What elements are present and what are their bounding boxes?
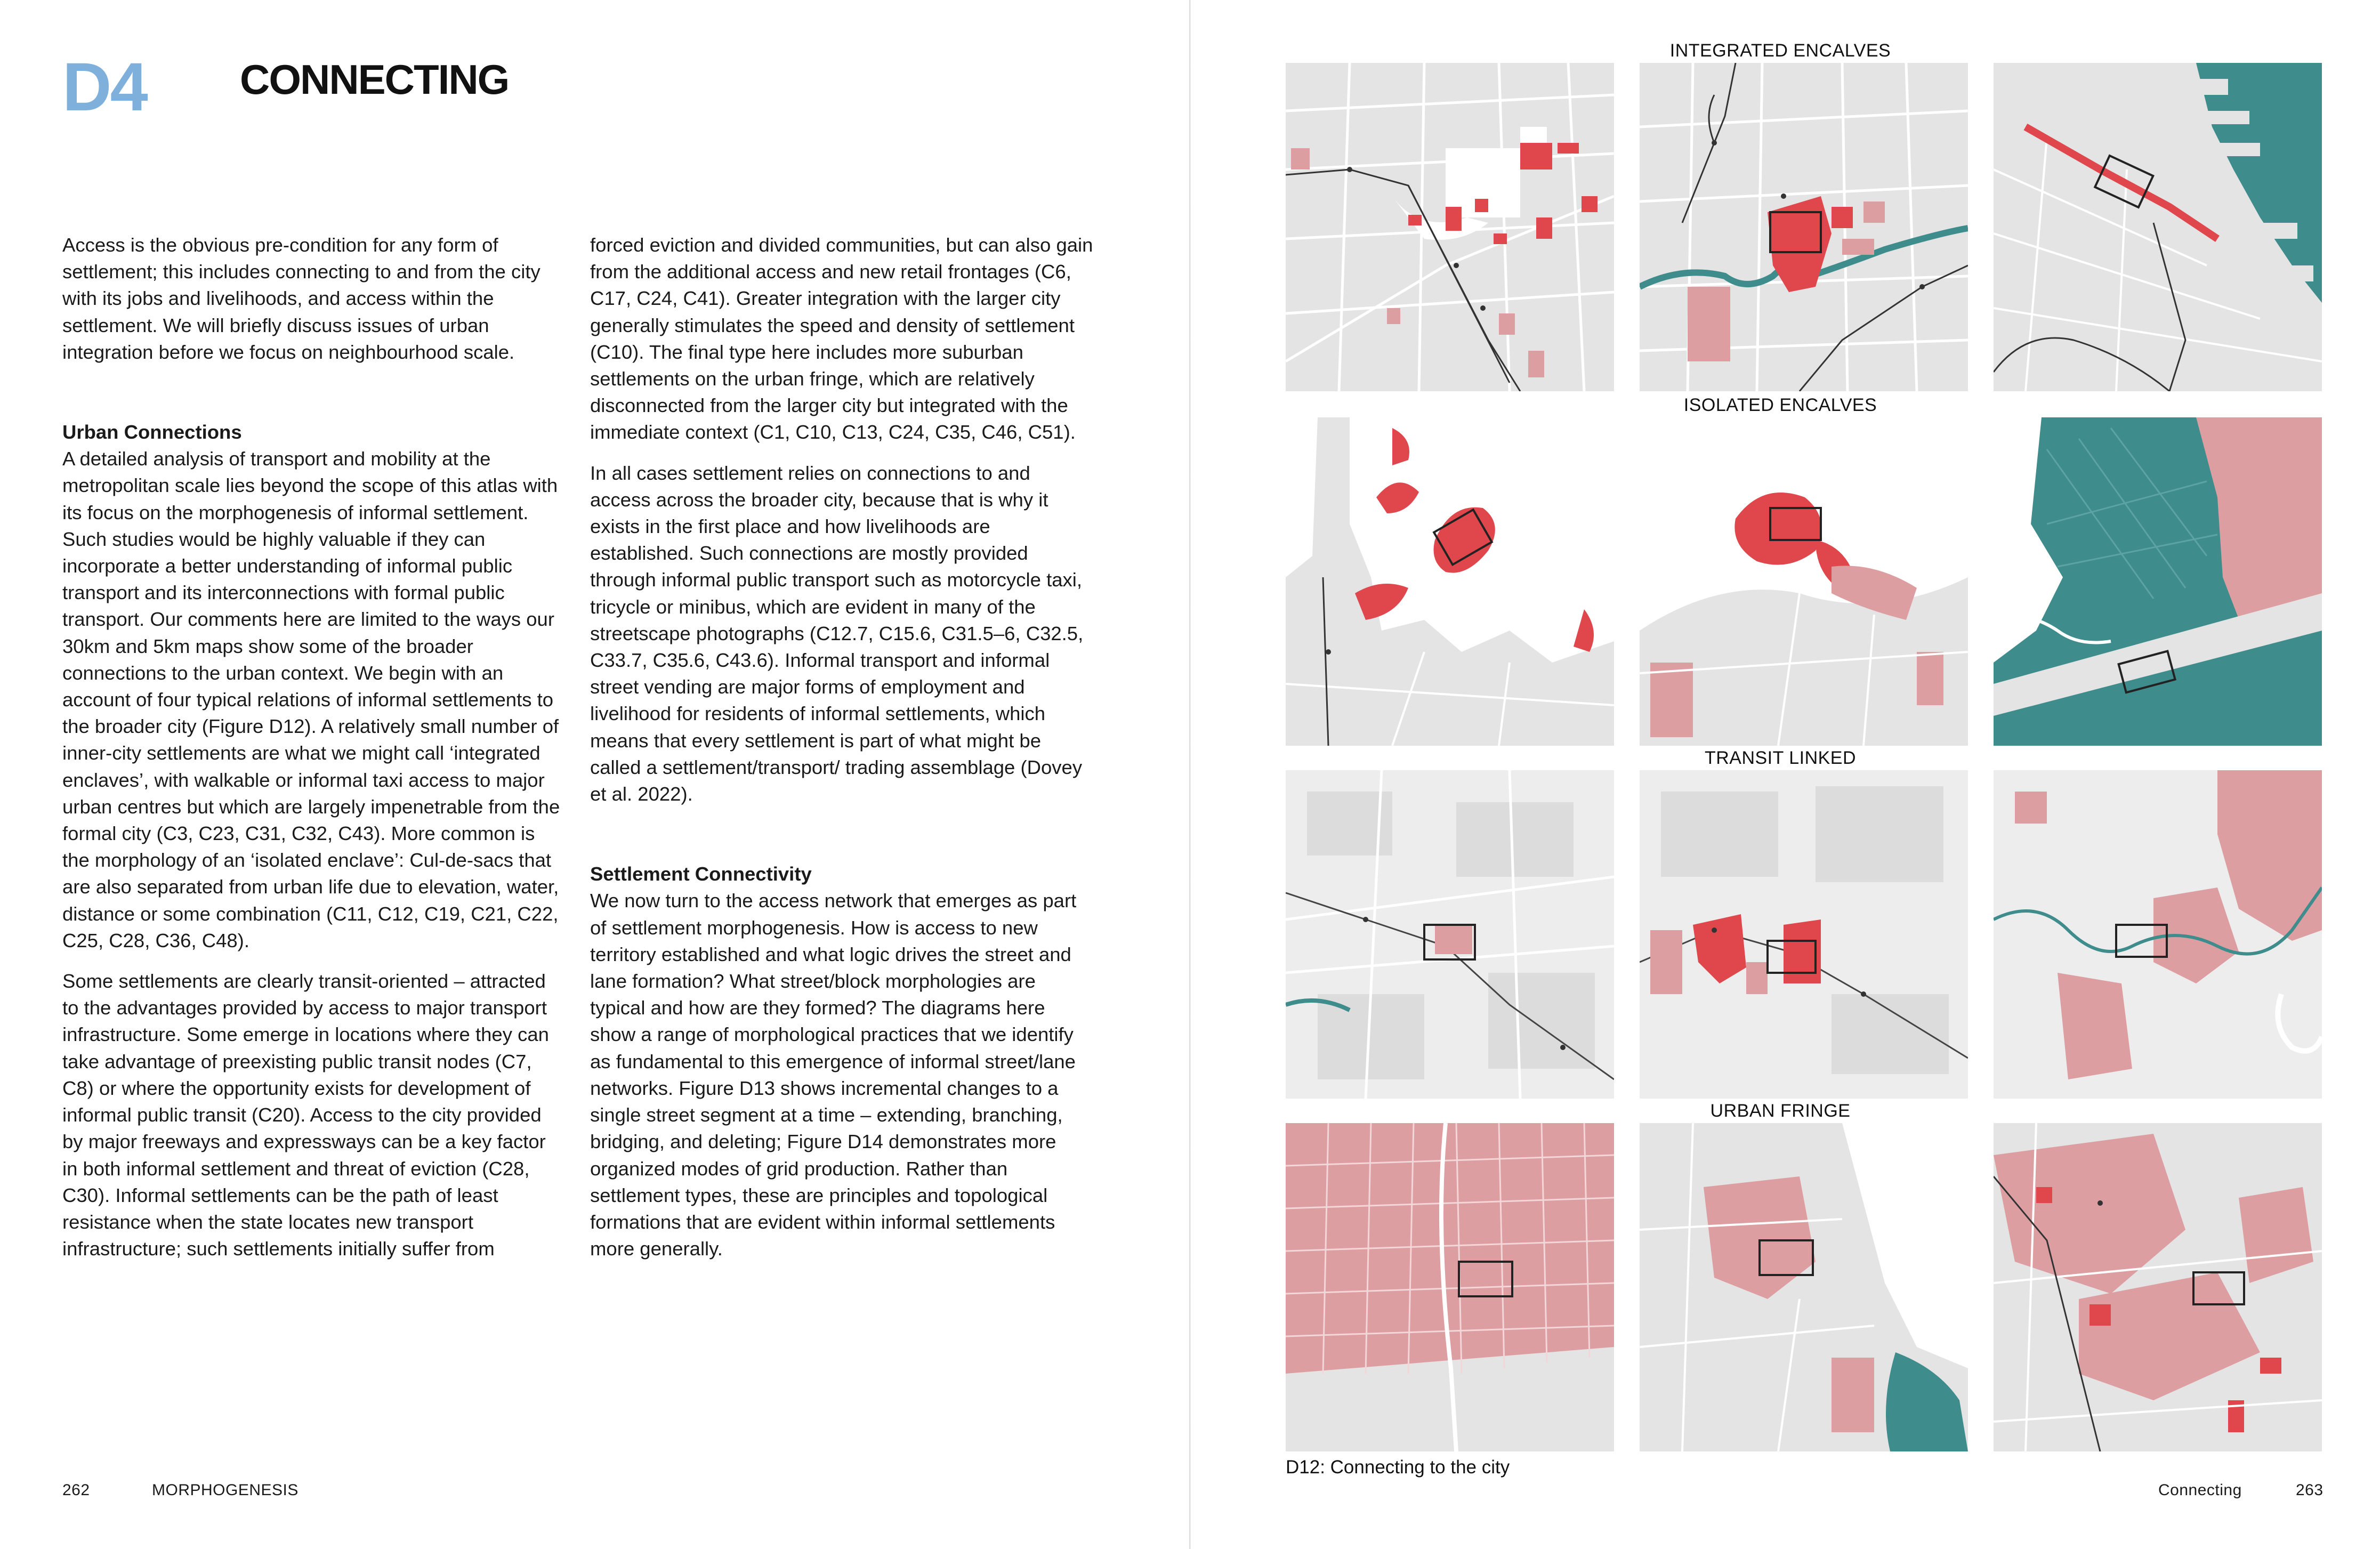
row-label-isolated: ISOLATED ENCALVES [1683,395,1877,415]
page-number-left: 262 [62,1481,90,1499]
map-tile [1640,770,1968,1099]
map-tile [1994,1123,2322,1451]
continued-paragraph: forced eviction and divided communities, but can also gain from the additional access and new retail frontages (C6, C17, C24, C41). Greater integration with the larger city generally stimulates the speed and density of settlement (C10). The final type here includes more suburban settlements on the urban fringe, which are relatively disconnected from the larger city but integrated with the immediate context (C1, C10, C13, C24, C35, C46, C51). [590,234,1093,443]
row-label-transit: TRANSIT LINKED [1704,748,1857,768]
map-tile [1286,417,1614,746]
settlement-connectivity-paragraph: We now turn to the access network that emerges as part of settlement morphogenesis. How is access to new territory established and what logic drives the street and lane formation? What street/block morphologies are typical and how are they formed? The diagrams here show a range of morphological practices that we identify as fundamental to this emergence of informal street/lane networks. Figure D13 shows incremental changes to a single street segment at a time – extending, branching, bridging, and deleting; Figure D14 demonstrates more organized modes of grid production. Rather than settlement types, these are principles and topological formations that are evident within informal settlements more generally. [590,890,1077,1260]
map-tile [1994,770,2322,1099]
map-tile [1640,417,1968,746]
right-page [1191,0,2380,1549]
map-tile [1286,1123,1614,1451]
map-tile [1640,1123,1968,1451]
heading-urban-connections: Urban Connections [62,421,242,443]
access-paragraph: In all cases settlement relies on connections to and access across the broader city, because that is why it exists in the first place and how livelihoods are established. Such connections are mostly provided through informal public transport such as motorcycle taxi, tricycle or minibus, which are evident in many of the streetscape photographs (C12.7, C15.6, C31.5–6, C32.5, C33.7, C35.6, C43.6). Informal transport and informal street vending are major forms of employment and livelihood for residents of informal settlements, which means that every settlement is part of what might be called a settlement/transport/ trading assemblage (Dovey et al. 2022). [590,462,1084,805]
map-tile [1994,63,2322,391]
map-tile [1994,417,2322,746]
heading-settlement-connectivity: Settlement Connectivity [590,863,812,885]
row-label-integrated: INTEGRATED ENCALVES [1669,41,1891,61]
map-tile [1286,770,1614,1099]
transit-paragraph: Some settlements are clearly transit-oriented – attracted to the advantages provided by access to major transport infrastructure. Some emerge in locations where they can take advantage of preexisting public transit nodes (C7, C8) or where the opportunity exists for development of informal public transit (C20). Access to the city provided by major freeways and expressways can be a key factor in both informal settlement and threat of eviction (C28, C30). Informal settlements can be the path of least resistance when the state locates new transport infrastructure; such settlements initially suffer from [62,970,549,1260]
map-tile [1286,63,1614,391]
urban-connections-paragraph: A detailed analysis of transport and mobility at the metropolitan scale lies beyond the scope of this atlas with its focus on the morphogenesis of informal settlement. Such studies would be highly valuable if they can incorporate a better understanding of informal public transport and its interconnections with formal public transport. Our comments here are limited to the ways our 30km and 5km maps show some of the broader connections to the urban context. We begin with an account of four typical relations of informal settlements to the broader city (Figure D12). A relatively small number of inner-city settlements are what we might call ‘integrated enclaves’, with walkable or informal taxi access to major urban centres but which are largely impenetrable from the formal city (C3, C23, C31, C32, C43). More common is the morphology of an ‘isolated enclave’: Cul-de-sacs that are also separated from urban life due to elevation, water, distance or some combination (C11, C12, C19, C21, C22, C25, C28, C36, C48). [62,448,560,951]
figure-caption: D12: Connecting to the city [1286,1457,1510,1478]
running-head-left: MORPHOGENESIS [152,1481,298,1499]
section-title: CONNECTING [240,56,509,103]
row-label-fringe: URBAN FRINGE [1710,1101,1851,1121]
page-number-right: 263 [2296,1481,2323,1499]
text-column-2 [590,232,1094,1276]
running-head-right: Connecting [2158,1481,2242,1499]
intro-paragraph: Access is the obvious pre-condition for any form of settlement; this includes connecting to and from the city with its jobs and livelihoods, and access within the settlement. We will briefly discuss issues of urban integration before we focus on neighbourhood scale. [62,234,540,363]
map-tile [1640,63,1968,391]
text-column-1 [62,232,566,1276]
figure-d12 [1286,0,2380,1549]
section-code: D4 [62,49,147,125]
